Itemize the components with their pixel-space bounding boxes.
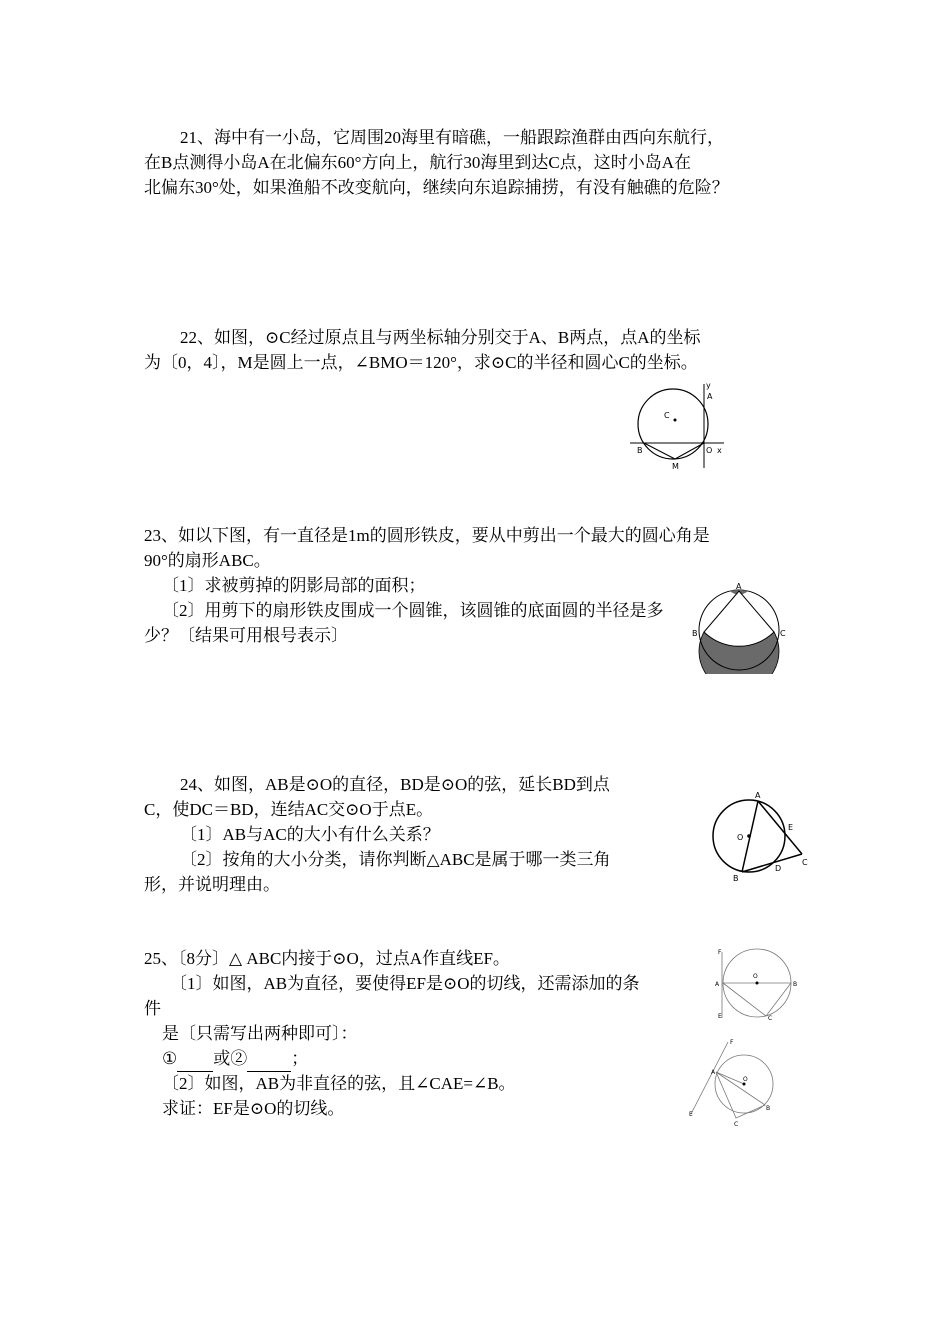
q24-part2: 〔2〕按角的大小分类，请你判断△ABC是属于哪一类三角 (180, 850, 611, 869)
label-o: O (753, 973, 758, 980)
label-c: C (734, 1121, 739, 1128)
label-e: E (718, 1013, 722, 1020)
q21-line1: 21、海中有一小岛，它周围20海里有暗礁，一船跟踪渔群由西向东航行， (180, 128, 724, 147)
q25-line1: 25、〔8分〕△ ABC内接于⊙O，过点A作直线EF。 (144, 949, 510, 968)
q23-line2: 90°的扇形ABC。 (144, 551, 271, 570)
label-o: O (737, 833, 744, 842)
q25-part1: 〔1〕如图，AB为直径，要使得EF是⊙O的切线，还需添加的条 (170, 974, 640, 993)
label-b: B (793, 981, 798, 988)
label-d: D (775, 864, 782, 873)
center-point (674, 419, 677, 422)
label-a: A (736, 582, 742, 591)
center-o (747, 834, 751, 838)
q25-part1b: 件 (144, 999, 161, 1018)
label-c: C (802, 858, 808, 867)
label-b: B (733, 874, 739, 883)
answer-blank-2[interactable] (247, 1047, 291, 1072)
q25-figure-1 (712, 944, 802, 1022)
sector-abc (704, 591, 774, 646)
segment-bc (742, 854, 802, 872)
q23-line1: 23、如以下图，有一直径是1m的圆形铁皮，要从中剪出一个最大的圆心角是 (144, 526, 710, 545)
label-f: F (718, 949, 722, 956)
label-c: C (768, 1015, 773, 1022)
chords-acb (723, 983, 791, 1016)
q22-line2: 为〔0，4〕，M是圆上一点，∠BMO＝120°，求⊙C的半径和圆心C的坐标。 (144, 353, 698, 372)
label-c: C (780, 629, 786, 638)
label-b: B (637, 446, 643, 455)
q24-part2b: 形，并说明理由。 (144, 875, 280, 894)
blank1-label: ① (162, 1049, 178, 1068)
label-a: A (755, 791, 761, 800)
q24-figure (706, 788, 816, 886)
q25-figure-2 (686, 1036, 786, 1130)
q23-part2: 〔2〕用剪下的扇形铁皮围成一个圆锥，该圆锥的底面圆的半径是多 (162, 601, 664, 620)
label-e: E (689, 1111, 693, 1118)
center-o (756, 982, 759, 985)
label-x: x (717, 446, 722, 455)
answer-blank-1[interactable] (177, 1047, 213, 1072)
or-label: 或② (213, 1049, 248, 1068)
q24-part1: 〔1〕AB与AC的大小有什么关系？ (180, 825, 440, 844)
label-a: A (707, 392, 713, 401)
label-a: A (711, 1069, 716, 1076)
label-y: y (706, 381, 711, 390)
q25-prove: 求证：EF是⊙O的切线。 (162, 1099, 345, 1118)
segment-ac (758, 801, 802, 854)
label-b: B (692, 629, 698, 638)
label-m: M (672, 462, 679, 471)
label-a: A (715, 981, 720, 988)
q21-line2: 在B点测得小岛A在北偏东60°方向上，航行30海里到达C点，这时小岛A在 (144, 153, 692, 172)
q25-blanks (162, 1047, 308, 1072)
label-e: E (788, 823, 794, 832)
label-c: C (664, 411, 670, 420)
circle-c (638, 389, 708, 459)
q25-part1c: 是〔只需写出两种即可〕： (162, 1024, 358, 1043)
q25-part2: 〔2〕如图，AB为非直径的弦，且∠CAE=∠B。 (162, 1074, 516, 1093)
label-f: F (730, 1039, 734, 1046)
label-o: O (706, 446, 713, 455)
label-b: B (766, 1105, 771, 1112)
q24-line1: 24、如图，AB是⊙O的直径，BD是⊙O的弦，延长BD到点 (180, 775, 610, 794)
q23-figure (690, 582, 800, 674)
triangle-abc (716, 1072, 765, 1118)
q23-part1: 〔1〕求被剪掉的阴影局部的面积； (162, 576, 426, 595)
q24-line2: C，使DC＝BD，连结AC交⊙O于点E。 (144, 800, 434, 819)
q21-line3: 北偏东30°处，如果渔船不改变航向，继续向东追踪捕捞，有没有触礁的危险？ (144, 178, 729, 197)
q22-line1: 22、如图，⊙C经过原点且与两坐标轴分别交于A、B两点，点A的坐标 (180, 328, 701, 347)
q23-part2b: 少？〔结果可用根号表示〕 (144, 626, 348, 645)
semicolon: ； (291, 1049, 309, 1068)
q22-figure (628, 380, 734, 472)
label-o: O (743, 1076, 748, 1083)
